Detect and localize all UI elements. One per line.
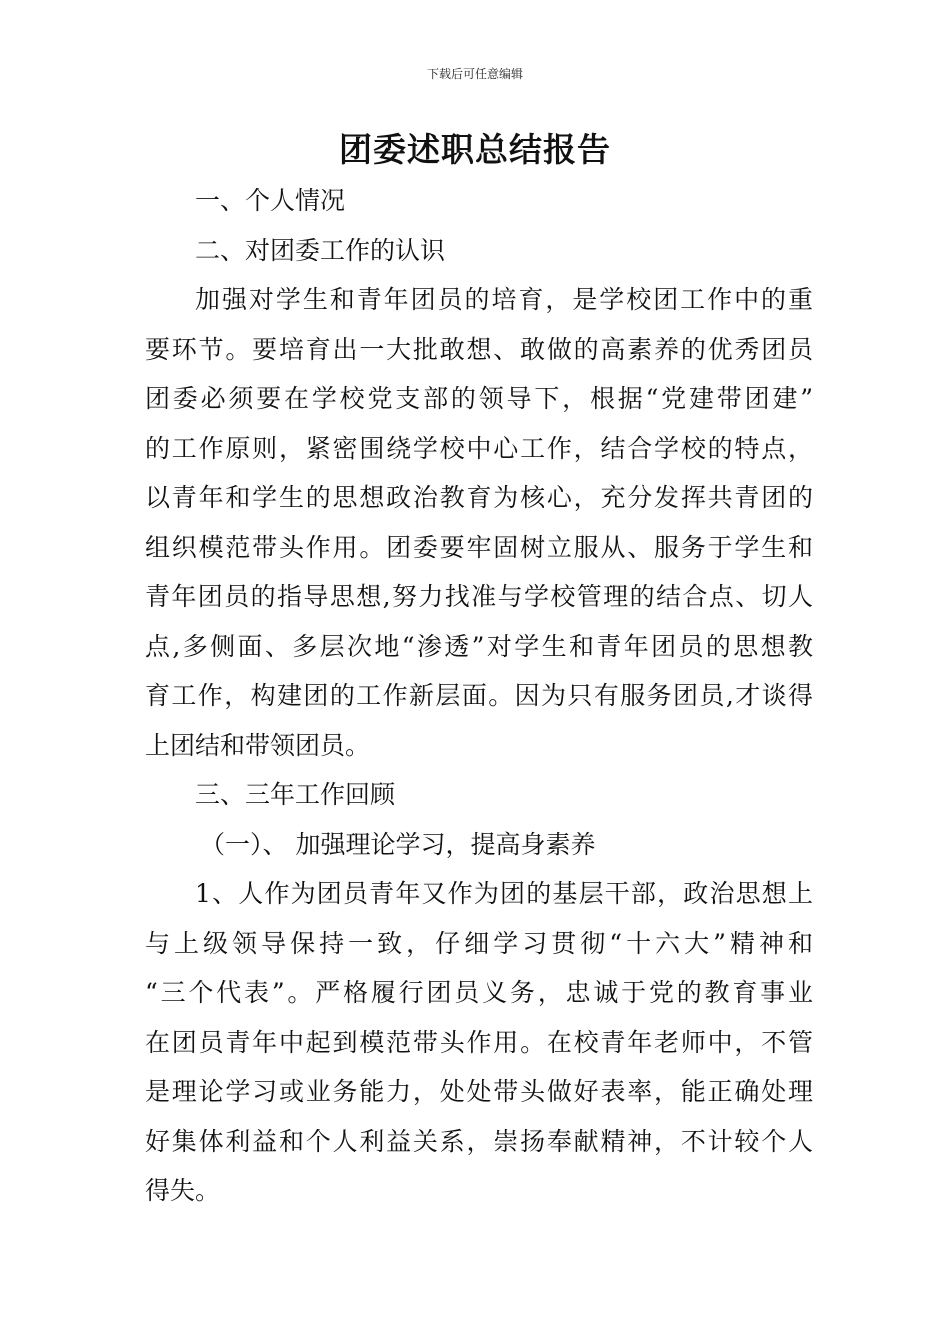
section-heading-personal: 一、个人情况 bbox=[195, 186, 346, 215]
paragraph-line: “三个代表”。严格履行团员义务，忠诚于党的教育事业 bbox=[145, 978, 813, 1007]
paragraph-line: 青年团员的指导思想,努力找准与学校管理的结合点、切人 bbox=[145, 582, 813, 611]
paragraph-line: 好集体利益和个人利益关系，崇扬奉献精神，不计较个人 bbox=[145, 1126, 813, 1156]
paragraph-line: 加强对学生和青年团员的培育，是学校团工作中的重 bbox=[195, 285, 813, 314]
subsection-heading: （一）、 加强理论学习，提高身素养 bbox=[200, 829, 596, 859]
document-title: 团委述职总结报告 bbox=[339, 130, 611, 169]
paragraph-line: 要环节。要培育出一大批敢想、敢做的高素养的优秀团员 bbox=[145, 334, 813, 364]
paragraph-line: 团委必须要在学校党支部的领导下，根据“党建带团建” bbox=[145, 384, 813, 413]
paragraph-line: 1、人作为团员青年又作为团的基层干部，政治思想上 bbox=[195, 879, 813, 908]
paragraph-line: 点,多侧面、多层次地“渗透”对学生和青年团员的思想教 bbox=[145, 631, 813, 661]
section-heading-review: 三、三年工作回顾 bbox=[195, 780, 396, 809]
paragraph-line: 以青年和学生的思想政治教育为核心，充分发挥共青团的 bbox=[145, 483, 813, 512]
paragraph-line: 育工作，构建团的工作新层面。因为只有服务团员,才谈得 bbox=[145, 681, 813, 710]
section-heading-understanding: 二、对团委工作的认识 bbox=[195, 235, 446, 265]
paragraph-line: 在团员青年中起到模范带头作用。在校青年老师中，不管 bbox=[145, 1027, 813, 1057]
paragraph-line: 是理论学习或业务能力，处处带头做好表率，能正确处理 bbox=[145, 1077, 813, 1106]
document-body bbox=[145, 176, 813, 1216]
paragraph-line: 得失。 bbox=[145, 1176, 221, 1205]
paragraph-line: 的工作原则，紧密围绕学校中心工作，结合学校的特点， bbox=[145, 433, 813, 463]
paragraph-line: 上团结和带领团员。 bbox=[145, 730, 371, 760]
header-note: 下载后可任意编辑 bbox=[426, 67, 523, 81]
paragraph-line: 组织模范带头作用。团委要牢固树立服从、服务于学生和 bbox=[145, 532, 813, 562]
paragraph-line: 与上级领导保持一致，仔细学习贯彻“十六大”精神和 bbox=[145, 928, 813, 958]
